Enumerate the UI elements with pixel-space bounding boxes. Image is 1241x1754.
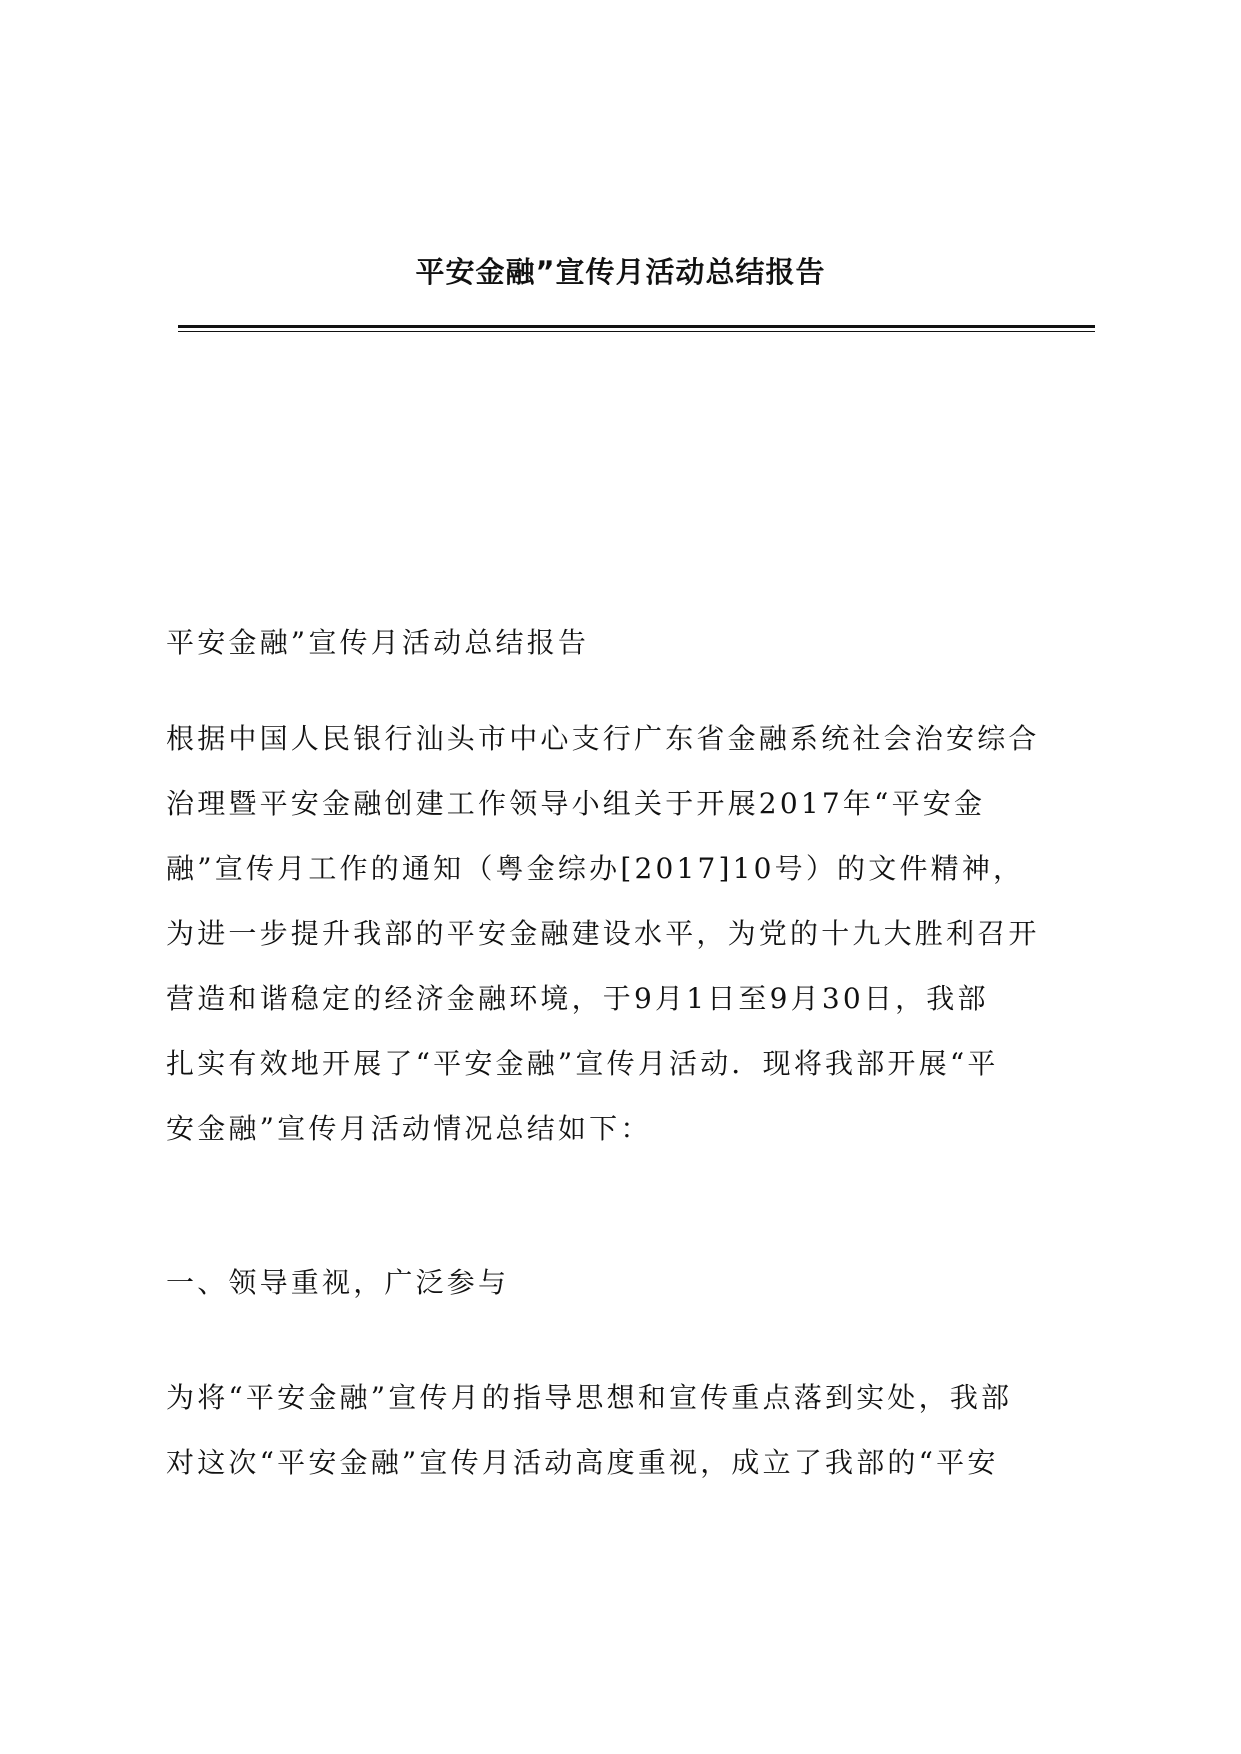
title-divider-thin (178, 331, 1095, 332)
paragraph-line: 对这次“平安金融”宣传月活动高度重视，成立了我部的“平安 (166, 1446, 999, 1479)
paragraph-section-1 (166, 1375, 1096, 1485)
document-title: 平安金融”宣传月活动总结报告 (415, 255, 826, 289)
paragraph-line: 为将“平安金融”宣传月的指导思想和宣传重点落到实处，我部 (166, 1381, 1013, 1414)
paragraph-line: 根据中国人民银行汕头市中心支行广东省金融系统社会治安综合 (166, 722, 1040, 755)
paragraph-line: 融”宣传月工作的通知（粤金综办[2017]10号）的文件精神， (166, 852, 1025, 885)
paragraph-line: 安金融”宣传月活动情况总结如下： (166, 1112, 652, 1145)
paragraph-line: 营造和谐稳定的经济金融环境，于9月1日至9月30日，我部 (166, 982, 989, 1015)
paragraph-line: 扎实有效地开展了“平安金融”宣传月活动．现将我部开展“平 (166, 1047, 999, 1080)
title-divider-thick (178, 325, 1095, 328)
paragraph-intro (166, 716, 1096, 1151)
document-subtitle: 平安金融”宣传月活动总结报告 (166, 626, 590, 659)
paragraph-line: 治理暨平安金融创建工作领导小组关于开展2017年“平安金 (166, 787, 986, 820)
section-heading-1: 一、领导重视，广泛参与 (166, 1266, 510, 1299)
paragraph-line: 为进一步提升我部的平安金融建设水平，为党的十九大胜利召开 (166, 917, 1040, 950)
